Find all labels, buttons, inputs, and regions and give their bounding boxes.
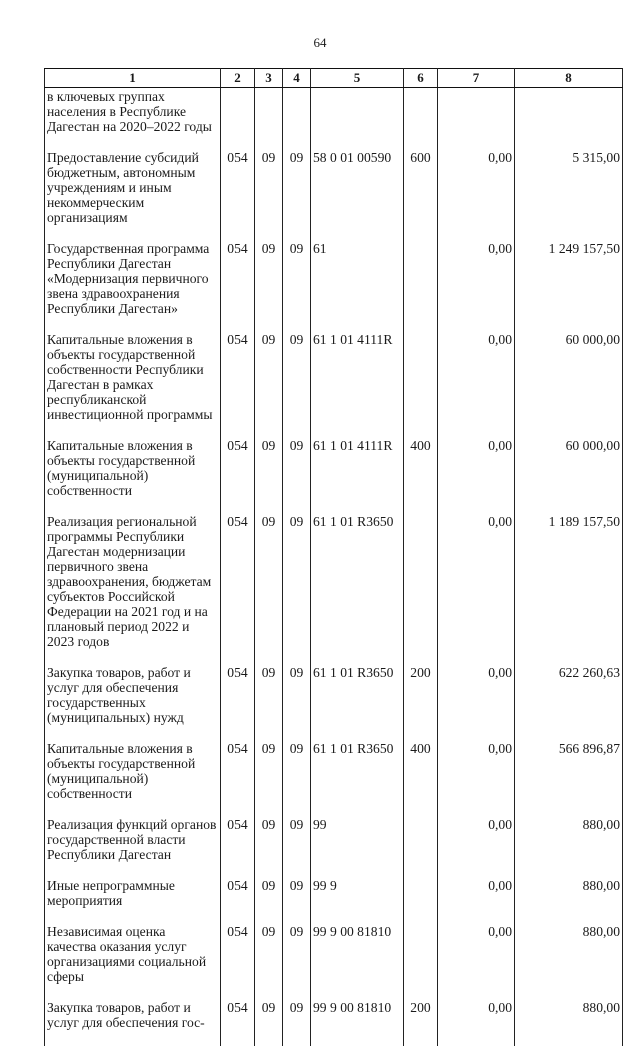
table-row xyxy=(45,878,623,924)
section-code-cell: 09 xyxy=(255,438,283,514)
table-row xyxy=(45,741,623,817)
column-header: 2 xyxy=(221,69,255,88)
target-article-cell: 61 1 01 R3650 xyxy=(311,514,404,665)
target-article-cell: 61 1 01 R3650 xyxy=(311,665,404,741)
subsection-code-cell: 09 xyxy=(283,817,311,878)
table-row xyxy=(45,817,623,878)
page-number: 64 xyxy=(0,35,640,51)
ministry-code-cell: 054 xyxy=(221,878,255,924)
amount-col7-cell: 0,00 xyxy=(438,741,515,817)
column-header: 7 xyxy=(438,69,515,88)
amount-col8-cell: 880,00 xyxy=(515,878,623,924)
target-article-cell: 99 xyxy=(311,817,404,878)
target-article-cell: 99 9 xyxy=(311,878,404,924)
column-header: 4 xyxy=(283,69,311,88)
target-article-cell: 61 xyxy=(311,241,404,332)
item-name-cell: Капитальные вложения в объекты государственной (муниципальной) собственности xyxy=(45,438,221,514)
amount-col7-cell: 0,00 xyxy=(438,665,515,741)
ministry-code-cell: 054 xyxy=(221,741,255,817)
item-name-cell: Реализация региональной программы Республики Дагестан модернизации первичного звена здравоохранения, бюджетам субъектов Российской Федерации на 2021 год и на плановый период 2022 и 2023 годов xyxy=(45,514,221,665)
expense-type-cell xyxy=(404,817,438,878)
section-code-cell: 09 xyxy=(255,817,283,878)
subsection-code-cell: 09 xyxy=(283,241,311,332)
item-name-cell: Реализация функций органов государственной власти Республики Дагестан xyxy=(45,817,221,878)
table-row xyxy=(45,665,623,741)
amount-col8-cell: 1 189 157,50 xyxy=(515,514,623,665)
table-row xyxy=(45,332,623,438)
column-header: 8 xyxy=(515,69,623,88)
table-row xyxy=(45,150,623,241)
amount-col7-cell: 0,00 xyxy=(438,1000,515,1046)
expense-type-cell xyxy=(404,332,438,438)
column-header: 1 xyxy=(45,69,221,88)
ministry-code-cell: 054 xyxy=(221,332,255,438)
amount-col7-cell: 0,00 xyxy=(438,438,515,514)
expense-type-cell: 200 xyxy=(404,665,438,741)
expense-type-cell: 400 xyxy=(404,438,438,514)
table-row xyxy=(45,514,623,665)
amount-col8-cell: 5 315,00 xyxy=(515,150,623,241)
budget-table xyxy=(44,68,623,1046)
section-code-cell: 09 xyxy=(255,150,283,241)
subsection-code-cell: 09 xyxy=(283,924,311,1000)
item-name-cell: Капитальные вложения в объекты государственной (муниципальной) собственности xyxy=(45,741,221,817)
item-name-cell: Предоставление субсидий бюджетным, автономным учреждениям и иным некоммерческим организациям xyxy=(45,150,221,241)
amount-col8-cell: 566 896,87 xyxy=(515,741,623,817)
expense-type-cell xyxy=(404,241,438,332)
expense-type-cell: 200 xyxy=(404,1000,438,1046)
expense-type-cell xyxy=(404,88,438,151)
subsection-code-cell xyxy=(283,88,311,151)
expense-type-cell xyxy=(404,514,438,665)
ministry-code-cell: 054 xyxy=(221,1000,255,1046)
item-name-cell: Государственная программа Республики Дагестан «Модернизация первичного звена здравоохранения Республики Дагестан» xyxy=(45,241,221,332)
column-header: 6 xyxy=(404,69,438,88)
amount-col8-cell xyxy=(515,88,623,151)
target-article-cell xyxy=(311,88,404,151)
ministry-code-cell xyxy=(221,88,255,151)
amount-col7-cell: 0,00 xyxy=(438,817,515,878)
amount-col7-cell: 0,00 xyxy=(438,241,515,332)
table-row xyxy=(45,88,623,151)
ministry-code-cell: 054 xyxy=(221,150,255,241)
target-article-cell: 58 0 01 00590 xyxy=(311,150,404,241)
target-article-cell: 61 1 01 4111R xyxy=(311,332,404,438)
target-article-cell: 61 1 01 4111R xyxy=(311,438,404,514)
amount-col7-cell: 0,00 xyxy=(438,924,515,1000)
amount-col8-cell: 880,00 xyxy=(515,924,623,1000)
table-header-row xyxy=(45,69,623,88)
subsection-code-cell: 09 xyxy=(283,438,311,514)
amount-col8-cell: 880,00 xyxy=(515,1000,623,1046)
section-code-cell: 09 xyxy=(255,241,283,332)
table-row xyxy=(45,438,623,514)
section-code-cell: 09 xyxy=(255,665,283,741)
section-code-cell: 09 xyxy=(255,514,283,665)
amount-col7-cell: 0,00 xyxy=(438,150,515,241)
amount-col7-cell: 0,00 xyxy=(438,332,515,438)
table-row xyxy=(45,1000,623,1046)
table-body xyxy=(45,88,623,1046)
expense-type-cell xyxy=(404,924,438,1000)
item-name-cell: Капитальные вложения в объекты государственной собственности Республики Дагестан в рамках республиканской инвестиционной программы xyxy=(45,332,221,438)
column-header: 3 xyxy=(255,69,283,88)
subsection-code-cell: 09 xyxy=(283,514,311,665)
expense-type-cell xyxy=(404,878,438,924)
amount-col8-cell: 880,00 xyxy=(515,817,623,878)
ministry-code-cell: 054 xyxy=(221,924,255,1000)
section-code-cell xyxy=(255,88,283,151)
ministry-code-cell: 054 xyxy=(221,514,255,665)
column-header: 5 xyxy=(311,69,404,88)
ministry-code-cell: 054 xyxy=(221,817,255,878)
target-article-cell: 99 9 00 81810 xyxy=(311,924,404,1000)
section-code-cell: 09 xyxy=(255,741,283,817)
amount-col7-cell: 0,00 xyxy=(438,514,515,665)
amount-col8-cell: 60 000,00 xyxy=(515,438,623,514)
subsection-code-cell: 09 xyxy=(283,878,311,924)
section-code-cell: 09 xyxy=(255,878,283,924)
expense-type-cell: 400 xyxy=(404,741,438,817)
item-name-cell: Независимая оценка качества оказания услуг организациями социальной сферы xyxy=(45,924,221,1000)
amount-col8-cell: 1 249 157,50 xyxy=(515,241,623,332)
expense-type-cell: 600 xyxy=(404,150,438,241)
item-name-cell: Закупка товаров, работ и услуг для обеспечения государственных (муниципальных) нужд xyxy=(45,665,221,741)
amount-col7-cell xyxy=(438,88,515,151)
ministry-code-cell: 054 xyxy=(221,438,255,514)
section-code-cell: 09 xyxy=(255,332,283,438)
section-code-cell: 09 xyxy=(255,1000,283,1046)
ministry-code-cell: 054 xyxy=(221,241,255,332)
target-article-cell: 99 9 00 81810 xyxy=(311,1000,404,1046)
table-row xyxy=(45,924,623,1000)
subsection-code-cell: 09 xyxy=(283,741,311,817)
subsection-code-cell: 09 xyxy=(283,1000,311,1046)
section-code-cell: 09 xyxy=(255,924,283,1000)
target-article-cell: 61 1 01 R3650 xyxy=(311,741,404,817)
ministry-code-cell: 054 xyxy=(221,665,255,741)
subsection-code-cell: 09 xyxy=(283,332,311,438)
amount-col8-cell: 622 260,63 xyxy=(515,665,623,741)
subsection-code-cell: 09 xyxy=(283,150,311,241)
item-name-cell: Закупка товаров, работ и услуг для обеспечения гос- xyxy=(45,1000,221,1046)
subsection-code-cell: 09 xyxy=(283,665,311,741)
amount-col8-cell: 60 000,00 xyxy=(515,332,623,438)
amount-col7-cell: 0,00 xyxy=(438,878,515,924)
item-name-cell: в ключевых группах населения в Республике Дагестан на 2020–2022 годы xyxy=(45,88,221,151)
table-row xyxy=(45,241,623,332)
item-name-cell: Иные непрограммные мероприятия xyxy=(45,878,221,924)
